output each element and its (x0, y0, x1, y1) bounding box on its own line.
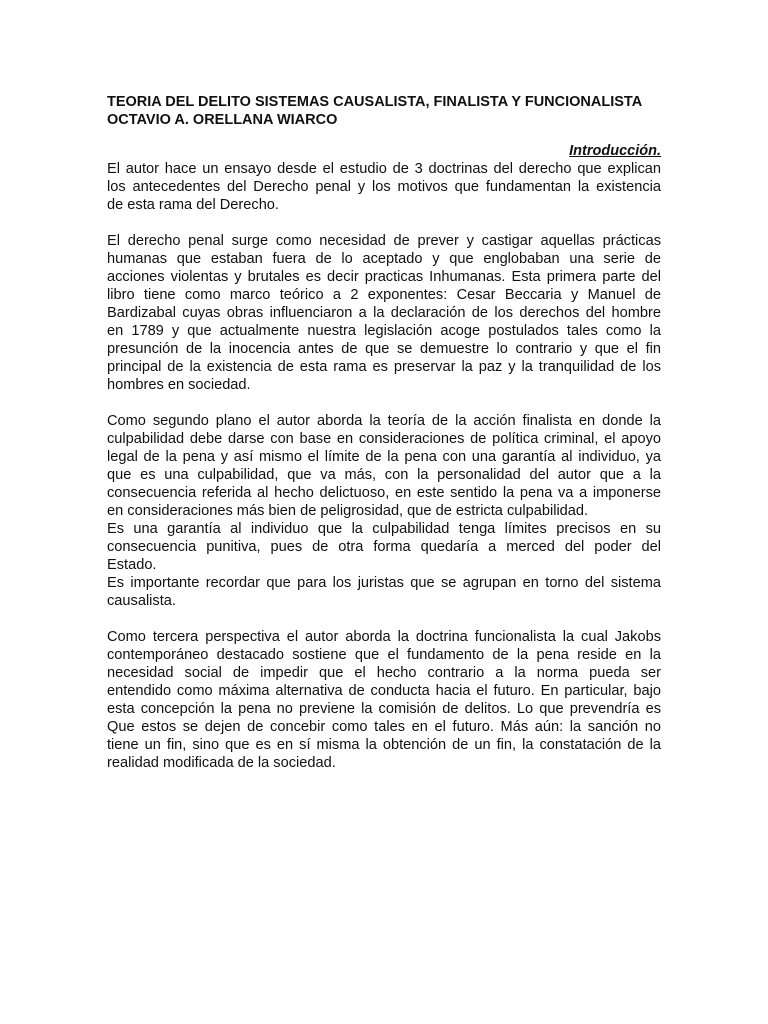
paragraph-line: necesidad social de impedir que el hecho contrario a la norma pueda ser (107, 665, 661, 681)
paragraph-line: principal de la existencia de esta rama es preservar la paz y la tranquilidad de los (107, 359, 661, 375)
paragraph-line: que es una culpabilidad, que va más, con la personalidad del autor que a la (107, 467, 661, 483)
paragraph-line: El derecho penal surge como necesidad de prever y castigar aquellas prácticas (107, 233, 661, 249)
paragraph-line: consecuencia punitiva, pues de otra forma quedaría a merced del poder del (107, 539, 661, 555)
paragraph-line: los antecedentes del Derecho penal y los motivos que fundamentan la existencia (107, 179, 661, 195)
paragraph-line: contemporáneo destacado sostiene que el fundamento de la pena reside en la (107, 647, 661, 663)
paragraph-line: consecuencia referida al hecho delictuoso, en este sentido la pena va a imponerse (107, 485, 661, 501)
document-author: OCTAVIO A. ORELLANA WIARCO (107, 112, 338, 128)
paragraph-line: en 1789 y que actualmente nuestra legislación acoge postulados tales como la (107, 323, 661, 339)
paragraph-line: presunción de la inocencia antes de que se demuestre lo contrario y que el fin (107, 341, 661, 357)
paragraph-line: El autor hace un ensayo desde el estudio de 3 doctrinas del derecho que explican (107, 161, 661, 177)
paragraph-line: Estado. (107, 557, 157, 573)
paragraph-line: tiene un fin, sino que es en sí misma la obtención de un fin, la constatación de la (107, 737, 661, 753)
paragraph-line: hombres en sociedad. (107, 377, 251, 393)
section-heading: Introducción. (569, 143, 661, 159)
paragraph-line: acciones violentas y brutales es decir practicas Inhumanas. Esta primera parte del (107, 269, 661, 285)
paragraph-6 (107, 628, 661, 772)
paragraph-line: realidad modificada de la sociedad. (107, 755, 336, 771)
paragraph-line: humanas que estaban fuera de lo aceptado y que englobaban una serie de (107, 251, 661, 267)
paragraph-line: causalista. (107, 593, 176, 609)
paragraph-line: libro tiene como marco teórico a 2 exponentes: Cesar Beccaria y Manuel de (107, 287, 661, 303)
paragraph-line: culpabilidad debe darse con base en consideraciones de política criminal, el apoyo (107, 431, 661, 447)
paragraph-line: esta concepción la pena no previene la comisión de delitos. Lo que prevendría es (107, 701, 661, 717)
paragraph-line: en consideraciones más bien de peligrosidad, que de estricta culpabilidad. (107, 503, 589, 519)
paragraph-line: Como tercera perspectiva el autor aborda la doctrina funcionalista la cual Jakobs (107, 629, 661, 645)
paragraph-line: Es importante recordar que para los juristas que se agrupan en torno del sistema (107, 575, 661, 591)
paragraph-4 (107, 520, 661, 574)
paragraph-line: legal de la pena y así mismo el límite de la pena con una garantía al individuo, ya (107, 449, 661, 465)
paragraph-1 (107, 160, 661, 214)
paragraph-line: Bardizabal cuyas obras influenciaron a la declaración de los derechos del hombre (107, 305, 661, 321)
document-title: TEORIA DEL DELITO SISTEMAS CAUSALISTA, FINALISTA Y FUNCIONALISTA (107, 94, 643, 110)
paragraph-line: Es una garantía al individuo que la culpabilidad tenga límites precisos en su (107, 521, 661, 537)
paragraph-2 (107, 232, 661, 394)
paragraph-5 (107, 574, 661, 610)
paragraph-line: de esta rama del Derecho. (107, 197, 279, 213)
paragraph-line: Como segundo plano el autor aborda la teoría de la acción finalista en donde la (107, 413, 661, 429)
paragraph-line: Que estos se dejen de concebir como tales en el futuro. Más aún: la sanción no (107, 719, 661, 735)
paragraph-3 (107, 412, 661, 520)
paragraph-line: entendido como máxima alternativa de conducta hacia el futuro. En particular, bajo (107, 683, 661, 699)
